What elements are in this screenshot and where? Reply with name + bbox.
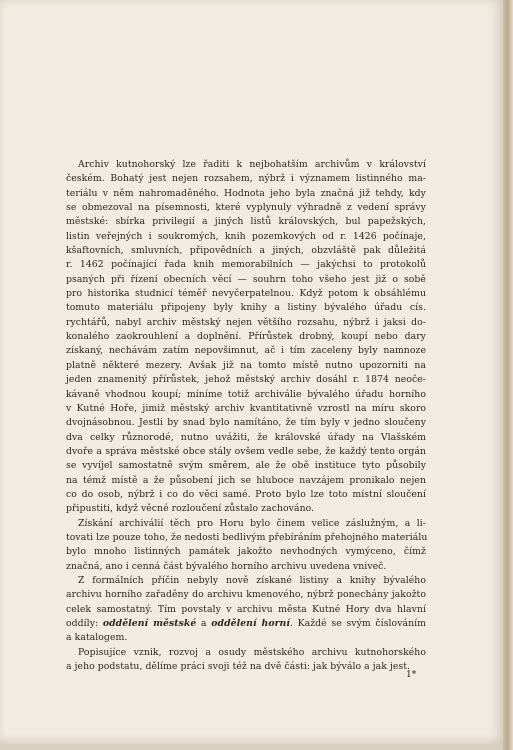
text-line: městské: sbírka privilegií a jiných listů královských, bul papežských,: [66, 216, 426, 228]
text-line: co do osob, nýbrž i co do věci samé. Proto bylo lze toto místní sloučení: [66, 488, 426, 500]
text-line: se obmezoval na písemnosti, které vyplynuly výhradně z vedení správy: [66, 202, 426, 214]
text-line: tovati lze pouze toho, že nedosti bedlivým přebíráním přehojného materiálu: [66, 531, 428, 543]
paragraph-4: [66, 646, 426, 675]
text-line: tomuto materiálu připojeny byly knihy a listiny bývalého úřadu cís.: [66, 302, 426, 314]
text-run: oddíly:: [66, 618, 103, 629]
body-text: [66, 158, 426, 674]
text-line: Popisujíce vznik, rozvoj a osudy městského archivu kutnohorského: [78, 646, 426, 658]
page-number: 1*: [406, 670, 417, 680]
text-line: na témž místě a že působení jich se hluboce navzájem pronikalo nejen: [66, 474, 426, 486]
text-line: pro historika studnicí téměř nevyčerpatelnou. Když potom k obsáhlému: [66, 288, 426, 300]
text-line: bylo mnoho listinných památek jakožto nevhodných vymýceno, čímž: [66, 546, 426, 558]
text-line: získaný, nechávám zatím nepovšimnut, ač i tím zaceleny byly namnoze: [66, 345, 426, 357]
paragraph-2: [66, 517, 426, 574]
text-line: archivu horního zařaděny do archivu kmenového, nýbrž ponechány jakožto: [66, 589, 426, 601]
text-line: kšaftovních, smluvních, připovědních a jiných, obzvláště pak důležitá: [66, 245, 426, 257]
text-line: konalého zaokrouhlení a doplnění. Přírůstek drobný, koupí nebo dary: [66, 331, 426, 343]
text-line: značná, ano i cenná část bývalého horního archivu uvedena vniveč.: [66, 560, 387, 572]
text-line: Z formálních příčin nebyly nově získané listiny a knihy bývalého: [78, 574, 426, 586]
text-line: v Kutné Hoře, jimiž městský archiv kvantitativně vzrostl na míru skoro: [66, 402, 426, 414]
text-line: dvojnásobnou. Jestli by snad bylo namítáno, že tím byly v jedno sloučeny: [66, 417, 426, 429]
text-line: listin veřejných i soukromých, knih pozemkových od r. 1426 počínaje,: [66, 230, 426, 242]
emphasis-city-section: oddělení městské: [102, 618, 197, 629]
text-line: Získání archiválií těch pro Horu bylo činem velice záslužným, a li-: [78, 517, 426, 529]
text-run: . Každé se svým číslováním: [289, 618, 427, 629]
text-line: kávaně vhodnou koupí; míníme totiž archiválie bývalého úřadu horního: [66, 388, 426, 400]
text-run: a: [196, 618, 212, 629]
text-line: teriálu v něm nahromaděného. Hodnota jeho byla značná již tehdy, kdy: [66, 187, 426, 199]
emphasis-mining-section: oddělení horní: [211, 618, 290, 629]
text-line: platně některé mezery. Avšak již na tomto místě nutno upozorniti na: [66, 359, 426, 371]
paragraph-3: [66, 574, 426, 646]
text-line-mixed: [66, 617, 426, 631]
text-line: r. 1462 počínající řada knih memorabilních — jakýchsi to protokolů: [66, 259, 426, 271]
page-edge: [503, 0, 513, 750]
paragraph-1: [66, 158, 426, 517]
text-line: Archiv kutnohorský lze řaditi k nejbohatším archivům v království: [78, 159, 426, 170]
text-line: rychtářů, nabyl archiv městský nejen většího rozsahu, nýbrž i jaksi do-: [66, 316, 426, 328]
text-line: dvoře a správa městské obce stály ovšem vedle sebe, že každý tento orgán: [66, 445, 426, 457]
text-line: připustiti, když věcné rozloučení zůstalo zachováno.: [66, 503, 315, 515]
text-line: psaných při řízení obecních věcí — souhrn toho všeho jest již o sobě: [66, 273, 426, 285]
text-line: českém. Bohatý jest nejen rozsahem, nýbrž i významem listinného ma-: [66, 173, 426, 185]
text-line: se vyvíjel samostatně svým směrem, ale že obě instituce tyto působily: [66, 460, 426, 472]
text-line: jeden znamenitý přírůstek, jehož městský archiv dosáhl r. 1874 neoče-: [66, 374, 426, 386]
text-line: a jeho podstatu, dělíme práci svoji též na dvě části: jak býválo a jak jest.: [66, 661, 411, 673]
text-line: celek samostatný. Tím povstaly v archivu města Kutné Hory dva hlavní: [66, 603, 426, 615]
text-line: dva celky různorodé, nutno uvážiti, že královské úřady na Vlašském: [66, 431, 426, 443]
text-line: a katalogem.: [66, 632, 128, 644]
